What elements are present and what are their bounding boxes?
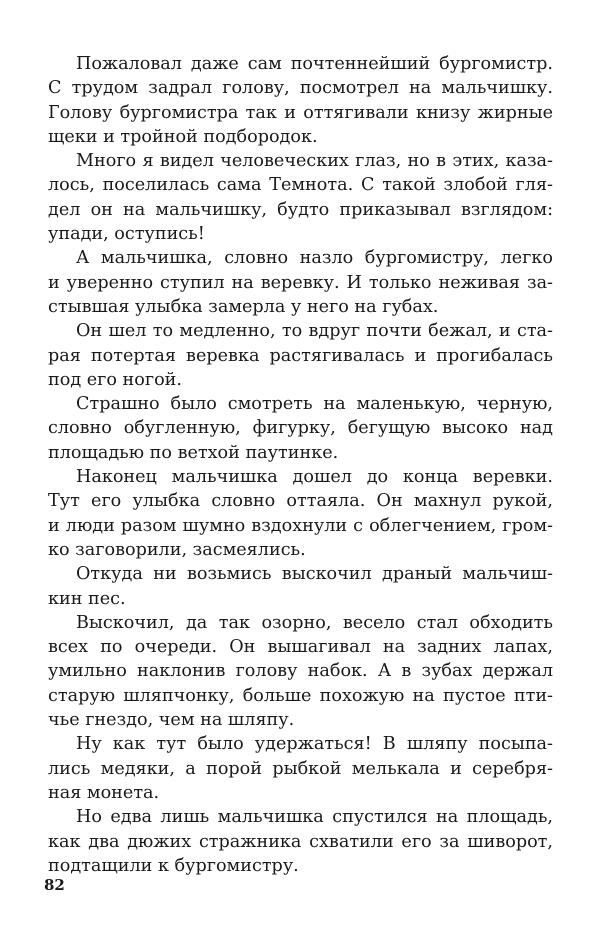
page-number: 82 [44,876,65,894]
text-line: дел он на мальчишку, будто приказывал взглядом: [48,199,553,220]
text-line: всех по очереди. Он вышагивал на задних лапах, [48,637,553,658]
paragraph [48,149,553,246]
paragraph [48,562,553,611]
text-line: Страшно было смотреть на маленькую, черную, [76,394,553,415]
text-line: Пожаловал даже сам почтеннейший бургомистр. [76,54,553,74]
text-line: под его ногой. [48,369,183,390]
text-line: Но едва лишь мальчишка спустился на площадь, [76,807,553,828]
text-line: кин пес. [48,588,126,609]
page-body [48,52,553,878]
text-line: щеки и тройной подбородок. [48,126,318,147]
text-line: и люди разом шумно вздохнули с облегчением, гром- [48,515,553,536]
paragraph [48,465,553,562]
text-line: Наконец мальчишка дошел до конца веревки. [76,467,553,488]
text-line: чье гнездо, чем на шляпу. [48,710,295,731]
text-line: рая потертая веревка растягивалась и прогибалась [48,345,553,366]
text-line: Откуда ни возьмись выскочил драный мальчиш- [76,564,553,585]
paragraph [48,805,553,878]
text-line: стывшая улыбка замерла у него на губах. [48,296,439,317]
paragraph [48,246,553,319]
text-line: площадью по ветхой паутинке. [48,442,339,463]
text-line: упади, оступись! [48,224,205,245]
text-line: лось, поселилась сама Темнота. С такой злобой гля- [48,175,553,196]
text-line: А мальчишка, словно назло бургомистру, легко [76,248,553,269]
text-line: Ну как тут было удержаться! В шляпу посыпа- [76,734,553,755]
text-line: Голову бургомистра так и оттягивали книзу жирные [48,102,553,123]
text-line: ная монета. [48,782,160,803]
text-line: С трудом задрал голову, посмотрел на мальчишку. [48,78,553,99]
text-line: лись медяки, а порой рыбкой мелькала и серебря- [48,758,553,779]
text-line: Много я видел человеческих глаз, но в этих, каза- [76,151,553,172]
text-line: старую шляпчонку, больше похожую на пустое пти- [48,685,553,706]
text-line: словно обугленную, фигурку, бегущую высоко над [48,418,553,439]
text-line: ко заговорили, засмеялись. [48,539,306,560]
text-line: и уверенно ступил на веревку. И только неживая за- [48,272,553,293]
paragraph [48,52,553,149]
text-line: подтащили к бургомистру. [48,855,299,876]
text-line: умильно наклонив голову набок. А в зубах держал [48,661,553,682]
paragraph [48,611,553,732]
paragraph [48,392,553,465]
text-line: Он шел то медленно, то вдруг почти бежал, и ста- [76,321,553,342]
paragraph [48,319,553,392]
paragraph [48,732,553,805]
text-line: Выскочил, да так озорно, весело стал обходить [76,612,553,633]
text-line: Тут его улыбка словно оттаяла. Он махнул рукой, [48,491,553,512]
text-line: как два дюжих стражника схватили его за шиворот, [48,831,553,852]
